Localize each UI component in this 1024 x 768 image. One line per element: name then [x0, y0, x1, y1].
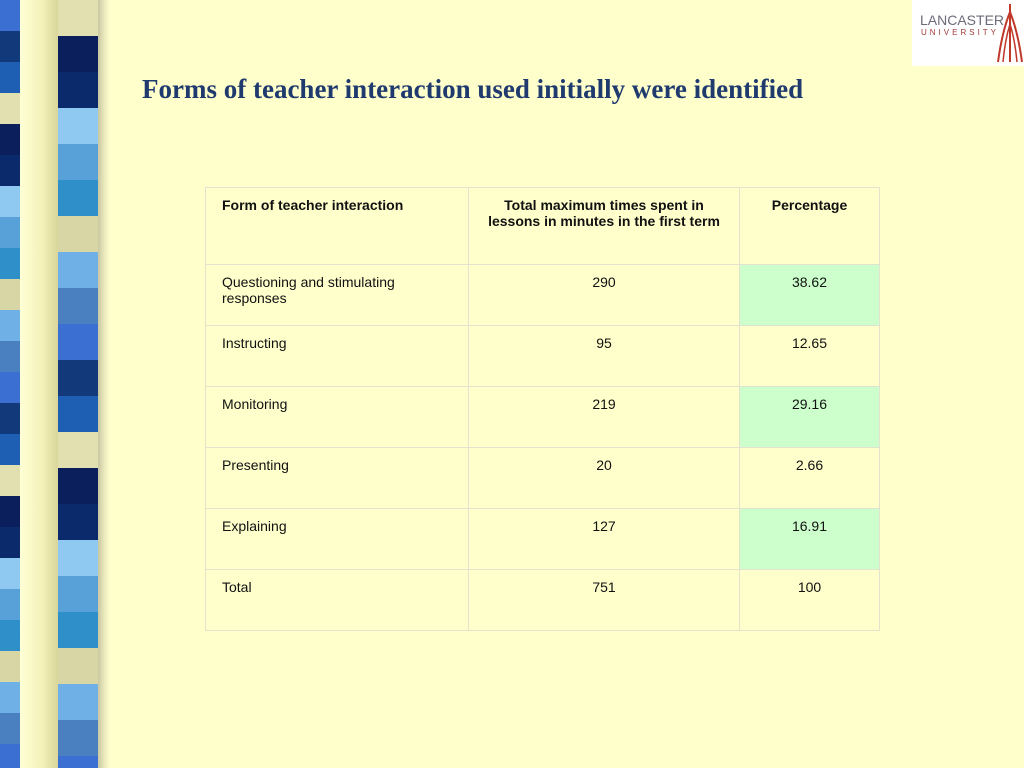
cell-percentage: 12.65	[740, 326, 880, 387]
border-stripe	[0, 186, 20, 217]
cell-minutes: 751	[469, 570, 740, 631]
cell-minutes: 127	[469, 509, 740, 570]
border-stripe	[0, 124, 20, 155]
header-percentage: Percentage	[740, 188, 880, 265]
cell-form: Monitoring	[206, 387, 469, 448]
border-stripe	[0, 217, 20, 248]
border-stripe	[58, 252, 98, 288]
table-row	[206, 570, 880, 631]
border-stripe	[0, 31, 20, 62]
border-stripe	[58, 576, 98, 612]
border-stripe	[0, 341, 20, 372]
border-stripe	[58, 72, 98, 108]
border-stripe	[58, 432, 98, 468]
table-row	[206, 326, 880, 387]
border-stripe	[0, 496, 20, 527]
border-stripe	[0, 62, 20, 93]
border-stripe	[58, 180, 98, 216]
border-stripe	[58, 468, 98, 504]
border-shadow-band	[98, 0, 110, 768]
border-stripe	[0, 589, 20, 620]
border-stripe	[0, 527, 20, 558]
header-form: Form of teacher interaction	[206, 188, 469, 265]
border-stripe	[58, 144, 98, 180]
border-stripe	[0, 713, 20, 744]
border-stripe	[0, 651, 20, 682]
cell-minutes: 219	[469, 387, 740, 448]
cell-form: Questioning and stimulating responses	[206, 265, 469, 326]
table-row	[206, 448, 880, 509]
border-stripe	[0, 248, 20, 279]
logo-emblem-icon	[996, 2, 1024, 64]
border-stripe	[58, 684, 98, 720]
logo-word-university: UNIVERSITY	[921, 28, 1000, 37]
border-stripe	[0, 465, 20, 496]
table-row	[206, 265, 880, 326]
border-stripe	[0, 682, 20, 713]
border-stripe	[58, 216, 98, 252]
border-stripe	[0, 558, 20, 589]
border-stripe	[0, 403, 20, 434]
page-title: Forms of teacher interaction used initially were identified	[142, 74, 804, 104]
border-stripe	[0, 93, 20, 124]
border-stripe	[58, 108, 98, 144]
border-stripe	[58, 756, 98, 768]
logo-word-lancaster: LANCASTER	[920, 12, 1005, 28]
border-stripe	[0, 310, 20, 341]
border-stripe	[58, 36, 98, 72]
border-stripe	[0, 620, 20, 651]
border-stripe	[58, 288, 98, 324]
table-row	[206, 509, 880, 570]
border-stripe	[0, 155, 20, 186]
cell-percentage: 29.16	[740, 387, 880, 448]
cell-percentage: 16.91	[740, 509, 880, 570]
border-stripe	[58, 720, 98, 756]
cell-form: Explaining	[206, 509, 469, 570]
cell-form: Instructing	[206, 326, 469, 387]
border-stripe	[58, 612, 98, 648]
decorative-left-border	[0, 0, 110, 768]
cell-percentage: 2.66	[740, 448, 880, 509]
cell-minutes: 20	[469, 448, 740, 509]
cell-minutes: 95	[469, 326, 740, 387]
border-stripe	[0, 434, 20, 465]
lancaster-university-logo	[912, 0, 1024, 66]
border-stripe	[0, 372, 20, 403]
border-stripe	[58, 324, 98, 360]
border-stripe-column-outer	[0, 0, 20, 768]
table-header-row	[206, 188, 880, 265]
border-stripe-column-inner	[58, 0, 98, 768]
cell-form: Presenting	[206, 448, 469, 509]
border-cream-band	[20, 0, 58, 768]
table-row	[206, 387, 880, 448]
border-stripe	[0, 0, 20, 31]
cell-form: Total	[206, 570, 469, 631]
border-stripe	[58, 0, 98, 36]
border-stripe	[58, 360, 98, 396]
border-stripe	[58, 648, 98, 684]
header-minutes: Total maximum times spent in lessons in minutes in the first term	[469, 188, 740, 265]
cell-percentage: 38.62	[740, 265, 880, 326]
cell-percentage: 100	[740, 570, 880, 631]
border-stripe	[0, 279, 20, 310]
border-stripe	[58, 396, 98, 432]
cell-minutes: 290	[469, 265, 740, 326]
teacher-interaction-table	[205, 187, 880, 631]
border-stripe	[58, 504, 98, 540]
border-stripe	[58, 540, 98, 576]
border-stripe	[0, 744, 20, 768]
